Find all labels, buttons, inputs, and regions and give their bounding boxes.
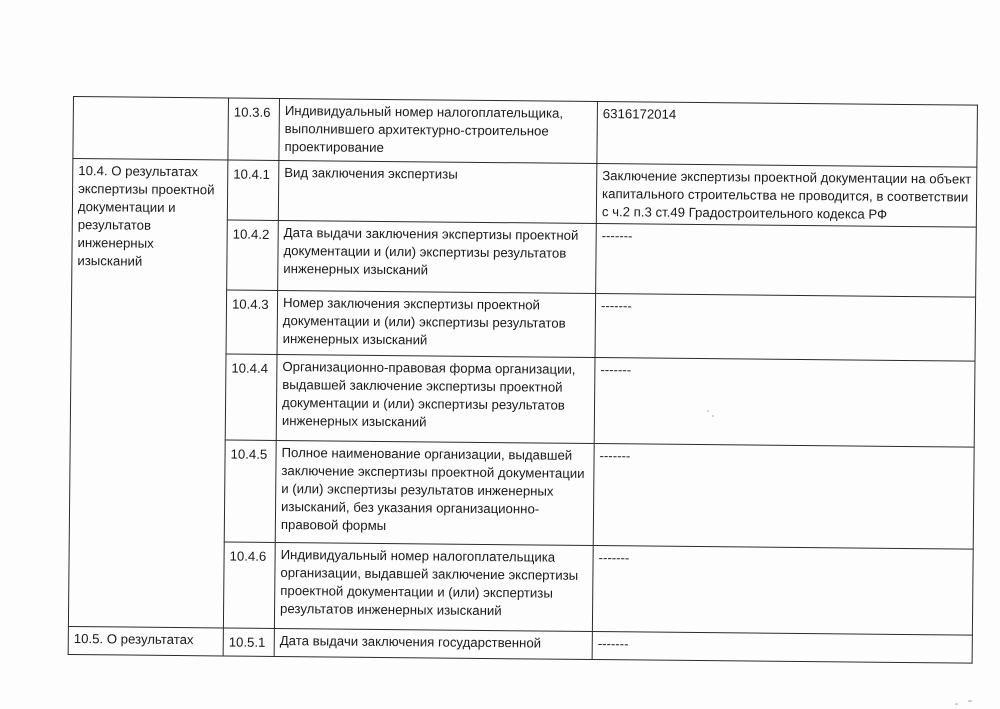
item-number	[227, 220, 279, 290]
item-number	[225, 354, 277, 440]
scan-speck	[955, 703, 958, 705]
item-number-text: 10.4.6	[229, 548, 267, 564]
item-number	[223, 628, 274, 656]
table-row	[73, 97, 978, 168]
item-description: Организационно-правовая форма организации, выдавшей заключение экспертизы проектной документации и (или) экспертизы результатов инженерных изысканий	[276, 354, 595, 443]
scan-speck	[968, 700, 972, 702]
item-number	[227, 160, 279, 220]
item-number-text: 10.3.6	[233, 104, 271, 120]
section-cell: 10.4. О результатах экспертизы проектной документации и результатов инженерных изысканий	[68, 159, 227, 628]
table-row	[72, 159, 977, 228]
item-number-text: 10.4.5	[230, 446, 268, 462]
item-number	[223, 542, 275, 628]
item-description: Вид заключения экспертизы	[278, 160, 597, 223]
item-value: -------	[593, 444, 974, 550]
item-description: Дата выдачи заключения государственной	[274, 628, 592, 659]
item-number-text: 10.5.1	[228, 634, 266, 650]
item-value: -------	[592, 546, 973, 636]
item-number-text: 10.4.4	[231, 360, 269, 376]
item-number-text: 10.4.3	[231, 296, 269, 312]
item-value: -------	[595, 294, 976, 362]
item-value: Заключение экспертизы проектной документации на объект капитального строительства не проводится, в соответствии с ч.2 п.3 ст.49 Градостроительного кодекса РФ	[596, 164, 977, 228]
item-description: Номер заключения экспертизы проектной документации и (или) экспертизы результатов инженерных изысканий	[277, 290, 596, 357]
item-value: -------	[596, 224, 977, 298]
item-description: Полное наименование организации, выдавшей заключение экспертизы проектной документации и (или) экспертизы результатов инженерных изысканий, без указания организационно-правовой формы	[275, 440, 594, 545]
item-description: Индивидуальный номер налогоплательщика, выполнившего архитектурно-строительное проектирование	[279, 98, 598, 163]
item-value: -------	[594, 358, 975, 448]
item-value: -------	[592, 632, 972, 664]
item-number	[228, 98, 280, 160]
item-description: Индивидуальный номер налогоплательщика организации, выдавшей заключение экспертизы проектной документации и (или) экспертизы результатов инженерных изысканий	[274, 542, 593, 631]
item-number	[226, 290, 278, 354]
section-cell: 10.5. О результатах	[68, 626, 223, 655]
item-number	[224, 440, 276, 542]
project-declaration-table	[68, 96, 978, 664]
item-number-text: 10.4.1	[233, 166, 271, 182]
item-number-text: 10.4.2	[232, 226, 270, 242]
item-description: Дата выдачи заключения экспертизы проектной документации и (или) экспертизы результатов инженерных изысканий	[278, 220, 597, 293]
section-cell	[73, 97, 229, 160]
item-value: 6316172014	[597, 102, 978, 168]
